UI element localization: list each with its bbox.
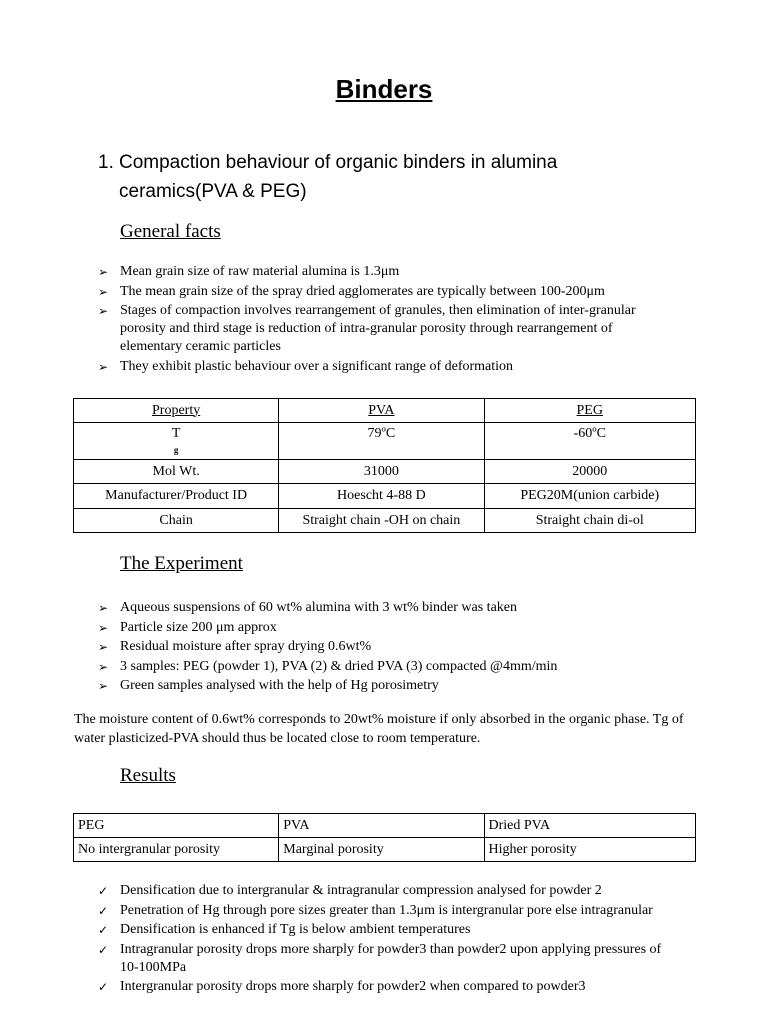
page-title: Binders: [335, 74, 433, 104]
table-cell: Higher porosity: [484, 838, 696, 862]
table-header: Property: [74, 399, 279, 423]
arrow-bullet-icon: ➢: [98, 640, 109, 654]
table-cell: PEG20M(union carbide): [484, 484, 696, 509]
table-cell: -60ºC: [484, 423, 696, 460]
results-list: [98, 882, 678, 998]
list-item: ➢ Residual moisture after spray drying 0.6wt%: [98, 639, 372, 654]
table-cell: Hoescht 4-88 D: [279, 484, 484, 509]
property-table: [73, 398, 696, 533]
arrow-bullet-icon: ➢: [98, 601, 109, 615]
check-bullet-icon: ✓: [98, 980, 109, 994]
table-header: PVA: [279, 814, 484, 838]
list-item: ➢ Stages of compaction involves rearrangement of granules, then elimination of inter-granular porosity and third stage is reduction of intra-granular porosity through rearrangement of elementary ceramic particles: [98, 303, 636, 354]
table-row: [74, 814, 696, 838]
experiment-heading: The Experiment: [120, 553, 243, 574]
list-item: ➢ The mean grain size of the spray dried agglomerates are typically between 100-200μm: [98, 283, 605, 299]
table-cell: Mol Wt.: [74, 460, 279, 484]
list-item: ✓ Penetration of Hg through pore sizes greater than 1.3μm is intergranular pore else intragranular: [98, 902, 653, 918]
experiment-list: [98, 599, 678, 697]
table-cell: 20000: [484, 460, 696, 484]
table-row: [74, 509, 696, 533]
list-item: ➢ Particle size 200 μm approx: [98, 619, 277, 635]
list-item: ➢ Aqueous suspensions of 60 wt% alumina with 3 wt% binder was taken: [98, 600, 517, 615]
table-cell: Manufacturer/Product ID: [74, 484, 279, 509]
general-facts-list: [98, 263, 678, 377]
section-heading: [98, 148, 678, 206]
arrow-bullet-icon: ➢: [98, 284, 109, 299]
list-item: ➢ Green samples analysed with the help of Hg porosimetry: [98, 678, 439, 693]
table-cell: Straight chain -OH on chain: [279, 509, 484, 533]
check-bullet-icon: ✓: [98, 942, 109, 957]
list-item: ✓ Densification is enhanced if Tg is below ambient temperatures: [98, 922, 471, 937]
list-item: ➢ They exhibit plastic behaviour over a significant range of deformation: [98, 358, 514, 374]
general-facts-heading: General facts: [120, 221, 221, 242]
check-bullet-icon: ✓: [98, 903, 109, 918]
table-header: PEG: [484, 399, 696, 423]
arrow-bullet-icon: ➢: [98, 265, 109, 279]
results-table: [73, 813, 696, 862]
arrow-bullet-icon: ➢: [98, 659, 109, 674]
table-cell: 79ºC: [279, 423, 484, 460]
section-number: 1.: [98, 152, 114, 173]
table-cell: Marginal porosity: [279, 838, 484, 862]
table-header: Dried PVA: [484, 814, 696, 838]
table-header: PEG: [74, 814, 279, 838]
arrow-bullet-icon: ➢: [98, 304, 109, 318]
list-item: ✓ Densification due to intergranular & intragranular compression analysed for powder 2: [98, 883, 602, 898]
list-item: ✓ Intragranular porosity drops more sharply for powder3 than powder2 upon applying pressures of 10-100MPa: [98, 941, 662, 975]
arrow-bullet-icon: ➢: [98, 679, 109, 693]
arrow-bullet-icon: ➢: [98, 359, 109, 374]
table-row: [74, 484, 696, 509]
section-title: Compaction behaviour of organic binders in alumina ceramics(PVA & PEG): [119, 152, 558, 202]
table-cell: Straight chain di-ol: [484, 509, 696, 533]
arrow-bullet-icon: ➢: [98, 620, 109, 635]
list-item: ➢ 3 samples: PEG (powder 1), PVA (2) & dried PVA (3) compacted @4mm/min: [98, 658, 558, 674]
table-row: [74, 460, 696, 484]
results-heading: Results: [120, 765, 176, 786]
list-item: ➢ Mean grain size of raw material alumina is 1.3μm: [98, 264, 400, 279]
check-bullet-icon: ✓: [98, 923, 109, 937]
table-cell: 31000: [279, 460, 484, 484]
list-item: ✓ Intergranular porosity drops more sharply for powder2 when compared to powder3: [98, 979, 586, 994]
table-row: [74, 838, 696, 862]
experiment-paragraph: The moisture content of 0.6wt% corresponds to 20wt% moisture if only absorbed in the organic phase. Tg of water plasticized-PVA should thus be located close to room temperature.: [74, 712, 684, 746]
table-header: PVA: [279, 399, 484, 423]
table-cell: No intergranular porosity: [74, 838, 279, 862]
table-cell: Chain: [74, 509, 279, 533]
table-cell: T g: [74, 423, 279, 460]
check-bullet-icon: ✓: [98, 884, 109, 898]
